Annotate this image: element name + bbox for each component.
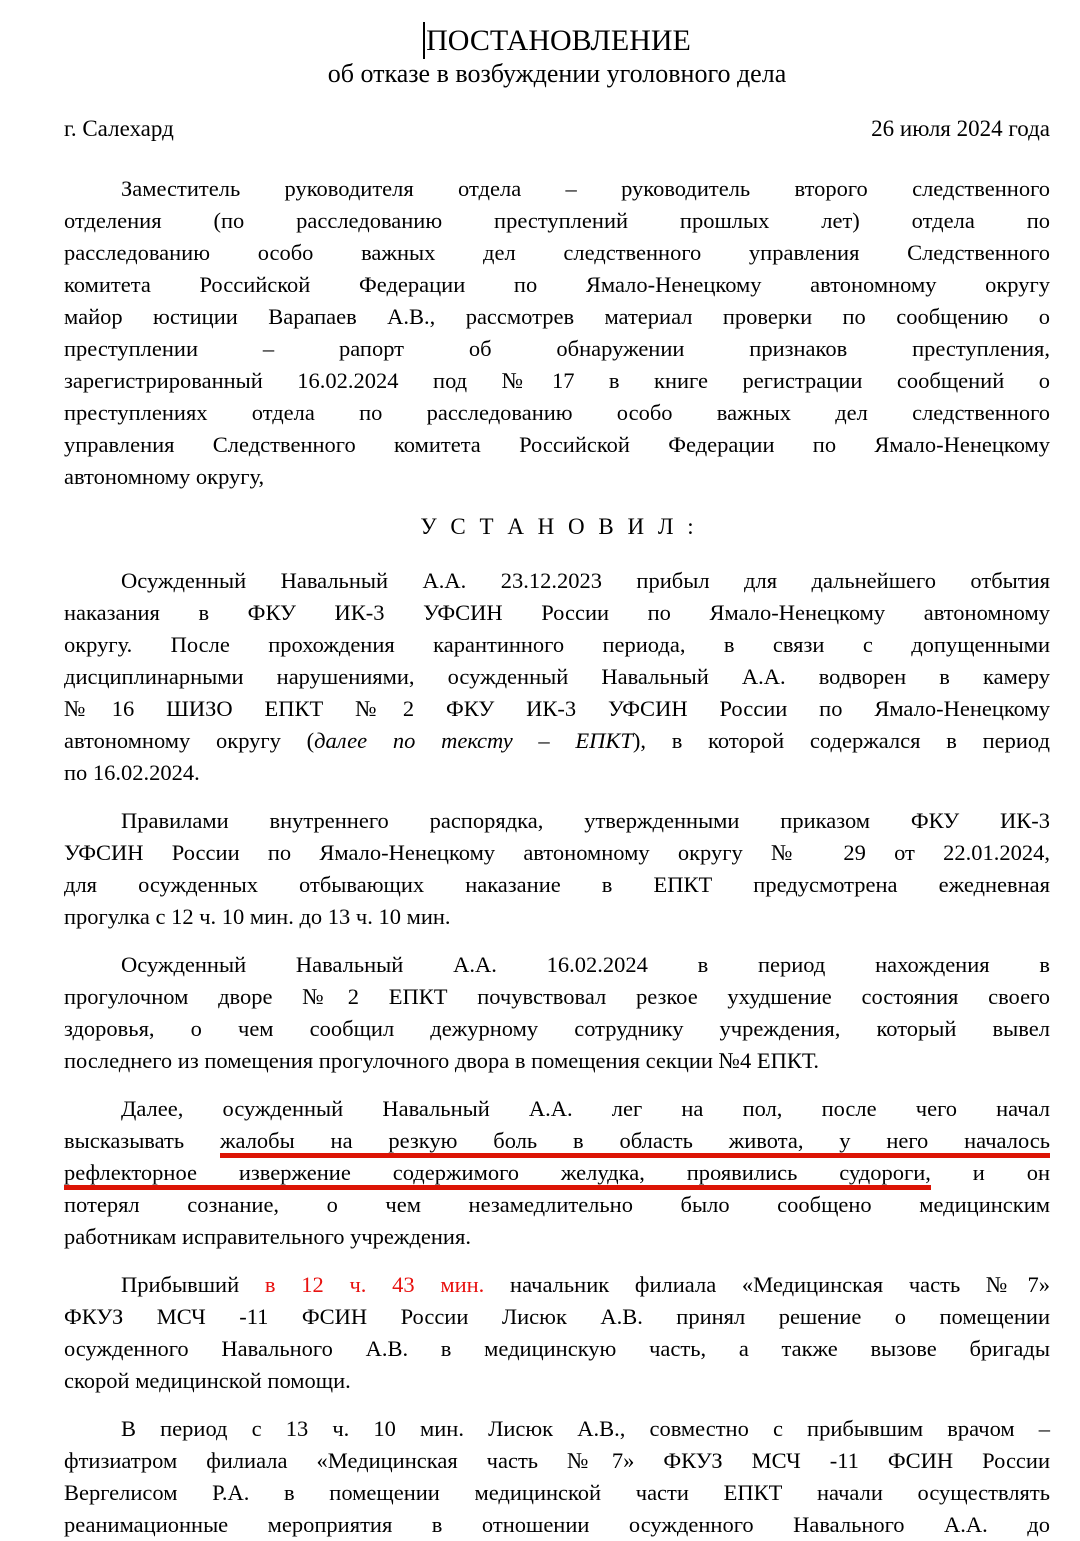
text-cursor-caret: [423, 22, 425, 59]
text-segment: ), в которой содержался в период: [632, 728, 1050, 753]
text-line: фтизиатром филиала «Медицинская часть №7» ФКУЗ МСЧ -11 ФСИН России: [64, 1448, 1050, 1473]
text-line: по 16.02.2024.: [64, 760, 200, 785]
text-line: прогулка с 12 ч. 10 мин. до 13 ч. 10 мин.: [64, 904, 451, 929]
text-segment: высказывать: [64, 1128, 220, 1153]
text-line: Осужденный Навальный А.А. 16.02.2024 в период нахождения в: [121, 952, 1050, 977]
document-title: [64, 22, 1050, 59]
text-segment: Прибывший: [121, 1272, 265, 1297]
document-header: [64, 22, 1050, 89]
document-title-text: ПОСТАНОВЛЕНИЕ: [426, 24, 691, 57]
text-line: здоровья, о чем сообщил дежурному сотруднику учреждения, который вывел: [64, 1016, 1050, 1041]
text-line: [64, 1125, 1050, 1157]
text-line: наказания в ФКУ ИК-3 УФСИН России по Ямало-Ненецкому автономному: [64, 600, 1050, 625]
text-line: преступлении – рапорт об обнаружении признаков преступления,: [64, 336, 1050, 361]
text-line: Далее, осужденный Навальный А.А. лег на пол, после чего начал: [121, 1096, 1050, 1121]
text-line: прогулочном дворе №2 ЕПКТ почувствовал резкое ухудшение состояния своего: [64, 984, 1050, 1009]
text-line: УФСИН России по Ямало-Ненецкому автономному округу № 29 от 22.01.2024,: [64, 840, 1050, 865]
text-segment: автономному округу (: [64, 728, 315, 753]
place-and-date-row: [64, 113, 1050, 145]
text-line: реанимационные мероприятия в отношении осужденного Навального А.А. до: [64, 1512, 1050, 1537]
date-label: 26 июля 2024 года: [871, 116, 1050, 141]
text-line: округу. После прохождения карантинного периода, в связи с допущенными: [64, 632, 1050, 657]
text-line: для осужденных отбывающих наказание в ЕПКТ предусмотрена ежедневная: [64, 872, 1050, 897]
text-segment: и он: [930, 1160, 1050, 1185]
text-segment: начальник филиала «Медицинская часть №7»: [484, 1272, 1051, 1297]
highlighted-time-text: в 12 ч. 43 мин.: [264, 1272, 485, 1297]
text-line: №16 ШИЗО ЕПКТ №2 ФКУ ИК-3 УФСИН России по Ямало-Ненецкому: [64, 696, 1050, 721]
text-line: Заместитель руководителя отдела – руководитель второго следственного: [121, 176, 1050, 201]
text-line: Правилами внутреннего распорядка, утвержденными приказом ФКУ ИК-3: [121, 808, 1050, 833]
text-line: комитета Российской Федерации по Ямало-Ненецкому автономному округу: [64, 272, 1050, 297]
document-subtitle: об отказе в возбуждении уголовного дела: [327, 59, 787, 88]
text-line: последнего из помещения прогулочного двора в помещения секции №4 ЕПКТ.: [64, 1048, 819, 1073]
text-line: работникам исправительного учреждения.: [64, 1224, 471, 1249]
text-line: [64, 725, 1050, 757]
italic-abbreviation: далее по тексту – ЕПКТ: [314, 728, 633, 753]
text-line: скорой медицинской помощи.: [64, 1368, 351, 1393]
red-underline-annotation: рефлекторное извержение содержимого желудка, проявились судороги,: [64, 1160, 931, 1190]
text-line: [64, 1157, 1050, 1189]
text-line: В период с 13 ч. 10 мин. Лисюк А.В., совместно с прибывшим врачом –: [121, 1416, 1050, 1441]
text-line: дисциплинарными нарушениями, осужденный Навальный А.А. водворен в камеру: [64, 664, 1050, 689]
text-line: майор юстиции Варапаев А.В., рассмотрев материал проверки по сообщению о: [64, 304, 1050, 329]
text-line: расследованию особо важных дел следственного управления Следственного: [64, 240, 1050, 265]
text-line: осужденного Навального А.В. в медицинскую часть, а также вызове бригады: [64, 1336, 1050, 1361]
place-label: г. Салехард: [64, 116, 174, 141]
text-line: [64, 1269, 1050, 1301]
text-line: зарегистрированный 16.02.2024 под №17 в книге регистрации сообщений о: [64, 368, 1050, 393]
text-line: преступлениях отдела по расследованию особо важных дел следственного: [64, 400, 1050, 425]
text-line: потерял сознание, о чем незамедлительно было сообщено медицинским: [64, 1192, 1050, 1217]
text-line: автономному округу,: [64, 464, 265, 489]
text-line: отделения (по расследованию преступлений прошлых лет) отдела по: [64, 208, 1050, 233]
red-underline-annotation: жалобы на резкую боль в область живота, у него началось: [220, 1128, 1050, 1158]
text-line: ФКУЗ МСЧ -11 ФСИН России Лисюк А.В. принял решение о помещении: [64, 1304, 1050, 1329]
document-body: [64, 173, 1050, 1541]
section-heading-ustanovil: У С Т А Н О В И Л :: [420, 514, 694, 539]
text-line: управления Следственного комитета Российской Федерации по Ямало-Ненецкому: [64, 432, 1050, 457]
text-line: Вергелисом Р.А. в помещении медицинской части ЕПКТ начали осуществлять: [64, 1480, 1050, 1505]
text-line: Осужденный Навальный А.А. 23.12.2023 прибыл для дальнейшего отбытия: [121, 568, 1050, 593]
